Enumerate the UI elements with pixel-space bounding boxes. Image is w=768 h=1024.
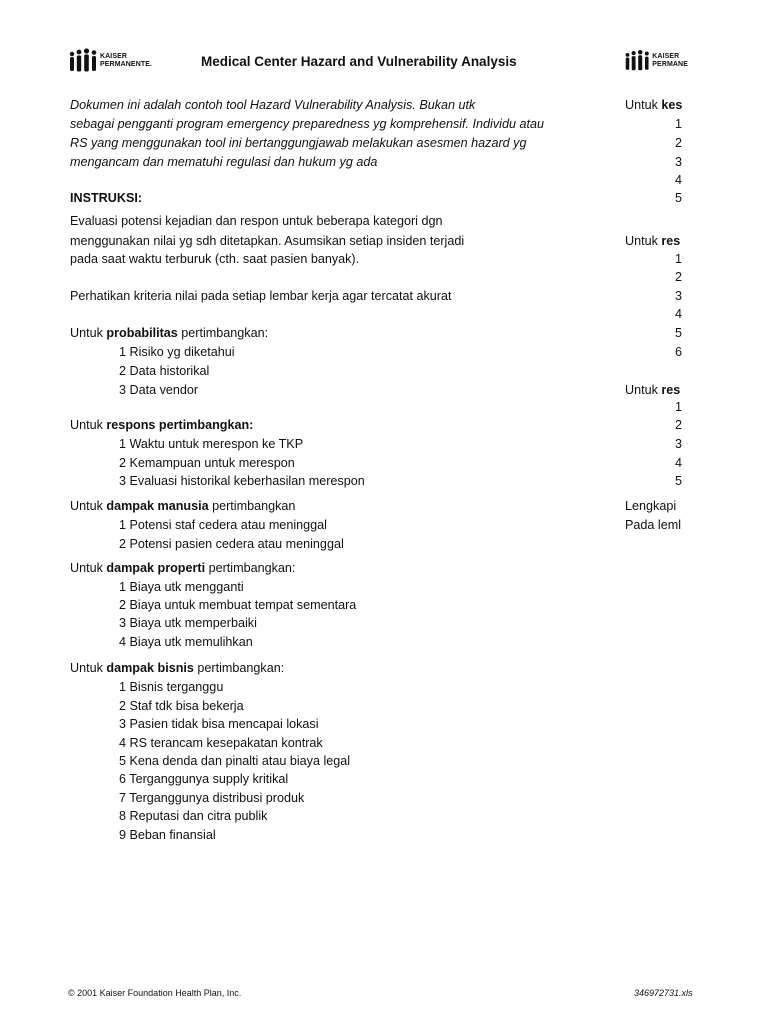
section-heading-probabilitas: Untuk probabilitas pertimbangkan: [70, 326, 269, 340]
list-item: 3 Pasien tidak bisa mencapai lokasi [119, 717, 319, 731]
right-number: 5 [675, 474, 683, 488]
right-number: 3 [675, 155, 683, 169]
right-number: 1 [675, 252, 683, 266]
right-group-3-heading: Untuk res [625, 383, 681, 397]
right-number: 5 [675, 326, 683, 340]
kaiser-logo [68, 48, 152, 74]
list-item: 5 Kena denda dan pinalti atau biaya legal [119, 754, 351, 768]
intro-line: RS yang menggunakan tool ini bertanggungjawab melakukan asesmen hazard yg [70, 136, 527, 150]
list-item: 3 Data vendor [119, 383, 199, 397]
instructions-note: Perhatikan kriteria nilai pada setiap lembar kerja agar tercatat akurat [70, 289, 452, 303]
section-heading-dampak-properti: Untuk dampak properti pertimbangkan: [70, 561, 296, 575]
list-item: 1 Potensi staf cedera atau meninggal [119, 518, 327, 532]
list-item: 1 Risiko yg diketahui [119, 345, 235, 359]
instructions-line: pada saat waktu terburuk (cth. saat pasien banyak). [70, 252, 360, 266]
right-number: 3 [675, 437, 683, 451]
page-title: Medical Center Hazard and Vulnerability Analysis [201, 54, 517, 69]
right-number: 1 [675, 400, 683, 414]
logo-right-line-1: KAISER [652, 53, 680, 60]
kaiser-logo-icon [68, 48, 98, 74]
list-item: 1 Waktu untuk merespon ke TKP [119, 437, 304, 451]
instructions-line: Evaluasi potensi kejadian dan respon untuk beberapa kategori dgn [70, 214, 443, 228]
section-heading-respons: Untuk respons pertimbangkan: [70, 418, 254, 432]
logo-line-1: KAISER [100, 53, 128, 60]
list-item: 9 Beban finansial [119, 828, 216, 842]
list-item: 1 Biaya utk mengganti [119, 580, 244, 594]
intro-line: sebagai pengganti program emergency preparedness yg komprehensif. Individu atau [70, 117, 544, 131]
instructions-line: menggunakan nilai yg sdh ditetapkan. Asumsikan setiap insiden terjadi [70, 234, 465, 248]
right-number: 5 [675, 191, 683, 205]
right-number: 6 [675, 345, 683, 359]
right-tail-line: Lengkapi [625, 499, 677, 513]
right-number: 4 [675, 173, 683, 187]
kaiser-logo-right-icon [624, 48, 650, 74]
right-number: 3 [675, 289, 683, 303]
right-tail-line: Pada leml [625, 518, 682, 532]
list-item: 2 Biaya untuk membuat tempat sementara [119, 598, 357, 612]
list-item: 2 Kemampuan untuk merespon [119, 456, 295, 470]
list-item: 4 Biaya utk memulihkan [119, 635, 253, 649]
right-number: 1 [675, 117, 683, 131]
right-group-2-heading: Untuk res [625, 234, 681, 248]
right-number: 2 [675, 136, 683, 150]
instructions-heading: INSTRUKSI: [70, 191, 143, 205]
list-item: 2 Data historikal [119, 364, 210, 378]
list-item: 2 Staf tdk bisa bekerja [119, 699, 244, 713]
kaiser-logo-right [624, 48, 688, 74]
footer-filename: 346972731.xls [634, 988, 693, 998]
footer-copyright: © 2001 Kaiser Foundation Health Plan, Inc. [68, 988, 242, 998]
intro-line: mengancam dan mematuhi regulasi dan hukum yg ada [70, 155, 378, 169]
right-number: 2 [675, 270, 683, 284]
section-heading-dampak-manusia: Untuk dampak manusia pertimbangkan [70, 499, 296, 513]
list-item: 3 Biaya utk memperbaiki [119, 616, 257, 630]
list-item: 3 Evaluasi historikal keberhasilan merespon [119, 474, 365, 488]
right-number: 4 [675, 307, 683, 321]
list-item: 4 RS terancam kesepakatan kontrak [119, 736, 323, 750]
logo-line-2: PERMANENTE. [100, 61, 153, 68]
right-group-1-heading: Untuk kes [625, 98, 683, 112]
logo-right-line-2: PERMANE [652, 61, 688, 68]
list-item: 1 Bisnis terganggu [119, 680, 224, 694]
section-heading-dampak-bisnis: Untuk dampak bisnis pertimbangkan: [70, 661, 285, 675]
list-item: 6 Terganggunya supply kritikal [119, 772, 289, 786]
right-number: 2 [675, 418, 683, 432]
list-item: 8 Reputasi dan citra publik [119, 809, 268, 823]
list-item: 2 Potensi pasien cedera atau meninggal [119, 537, 344, 551]
right-number: 4 [675, 456, 683, 470]
intro-line: Dokumen ini adalah contoh tool Hazard Vulnerability Analysis. Bukan utk [70, 98, 476, 112]
list-item: 7 Terganggunya distribusi produk [119, 791, 305, 805]
